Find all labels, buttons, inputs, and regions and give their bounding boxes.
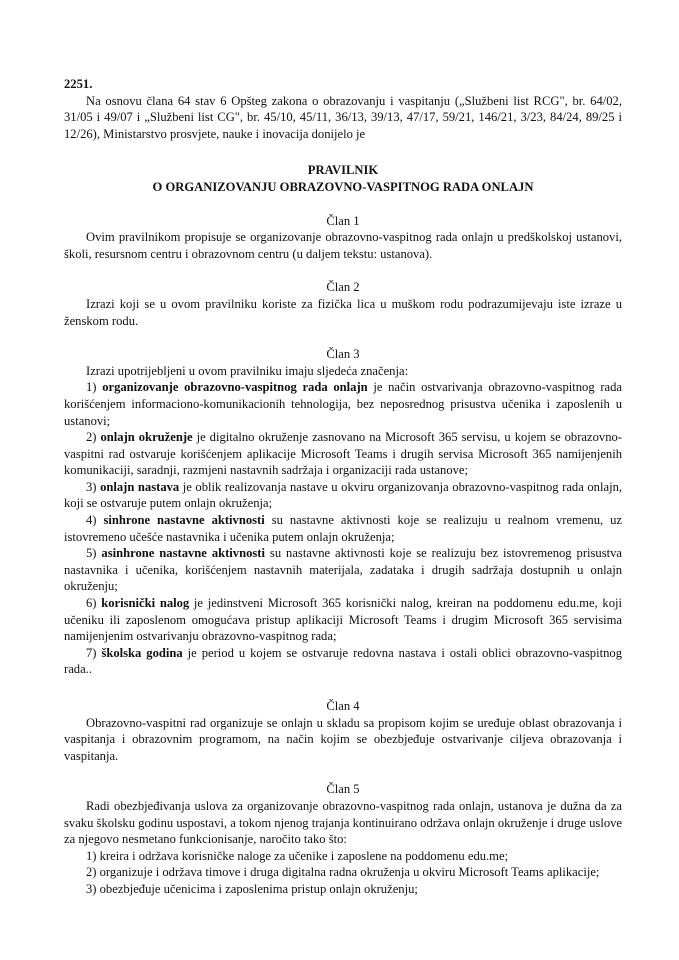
definition-term: onlajn nastava	[100, 479, 180, 494]
document-subtitle: O ORGANIZOVANJU OBRAZOVNO-VASPITNOG RADA ONLAJN	[152, 179, 534, 194]
obligation-item: 3) obezbjeđuje učenicima i zaposlenima pristup onlajn okruženju;	[86, 881, 418, 896]
article-1-text: Ovim pravilnikom propisuje se organizovanje obrazovno-vaspitnog rada onlajn u predškolskoj ustanovi, školi, resursnom centru i obrazovnom centru (u daljem tekstu: ustanova).	[64, 230, 622, 261]
document-title: PRAVILNIK	[307, 163, 379, 178]
obligation-item: 2) organizuje i održava timove i druga digitalna radna okruženja u okviru Microsoft Teams aplikacije;	[86, 865, 600, 880]
definition-term: organizovanje obrazovno-vaspitnog rada onlajn	[102, 380, 368, 395]
definition-item: 2) onlajn okruženje je digitalno okruženje zasnovano na Microsoft 365 servisu, u kojem se obrazovno-vaspitni rad ostvaruje korišćenjem aplikacije Microsoft Teams i drugih servisa Microsoft 365 namijenjenih komunikaciji, saradnji, razmjeni nastavnih sadržaja i organizaciji rada ustanove;	[64, 430, 622, 478]
preamble: Na osnovu člana 64 stav 6 Opšteg zakona o obrazovanju i vaspitanju („Službeni list RCG", br. 64/02, 31/05 i 49/07 i „Službeni list CG", br. 45/10, 45/11, 36/13, 39/13, 47/17, 59/21, 146/21, 3/23, 84/24, 89/25 i 12/26), Ministarstvo prosvjete, nauke i inovacija donijelo je	[64, 93, 622, 141]
definition-item: 4) sinhrone nastavne aktivnosti su nastavne aktivnosti koje se realizuju u realnom vremenu, uz istovremeno učešće nastavnika i učenika putem onlajn okruženja;	[64, 513, 623, 544]
gazette-number: 2251.	[64, 77, 93, 91]
obligation-item: 1) kreira i održava korisničke naloge za učenike i zaposlene na poddomenu edu.me;	[86, 848, 509, 863]
article-1-heading: Član 1	[326, 213, 360, 228]
definition-item: 6) korisnički nalog je jedinstveni Microsoft 365 korisnički nalog, kreiran na poddomenu edu.me, koji učeniku ili zaposlenom omogućava pristup aplikaciji Microsoft Teams i drugim Microsoft 365 servisima namijenjenim ostvarivanju obrazovno-vaspitnog rada;	[64, 596, 622, 644]
article-5-intro: Radi obezbjeđivanja uslova za organizovanje obrazovno-vaspitnog rada onlajn, ustanova je dužna da za svaku školsku godinu uspostavi, a tokom njenog trajanja kontinuirano održava onlajn okruženje i druge uslove za njegovo nesmetano funkcionisanje, naročito tako što:	[64, 798, 622, 847]
article-4-text: Obrazovno-vaspitni rad organizuje se onlajn u skladu sa propisom kojim se uređuje oblast obrazovanja i vaspitanja i obrazovnim programom, na način kojim se obezbjeđuje ostvarivanje ciljeva obrazovanja i vaspitanja.	[64, 715, 622, 763]
article-4-heading: Član 4	[326, 699, 360, 713]
article-2-heading: Član 2	[326, 280, 360, 295]
definition-term: onlajn okruženje	[100, 430, 193, 445]
document-body	[64, 76, 622, 898]
definition-term: korisnički nalog	[101, 596, 190, 611]
definition-term: školska godina	[101, 645, 183, 660]
article-3-heading: Član 3	[326, 347, 360, 362]
definition-item: 1) organizovanje obrazovno-vaspitnog rada onlajn je način ostvarivanja obrazovno-vaspitnog rada korišćenjem informaciono-komunikacionih tehnologija, bez neposrednog prisustva učenika i zaposlenih u ustanovi;	[64, 380, 622, 428]
definition-item: 7) školska godina je period u kojem se ostvaruje redovna nastava i ostali oblici obrazovno-vaspitnog rada..	[64, 645, 622, 677]
definition-term: sinhrone nastavne aktivnosti	[103, 513, 265, 528]
article-2-text: Izrazi koji se u ovom pravilniku koriste za fizička lica u muškom rodu podrazumijevaju iste izraze u ženskom rodu.	[64, 296, 622, 328]
definition-item: 3) onlajn nastava je oblik realizovanja nastave u okviru organizovanja obrazovno-vaspitnog rada onlajn, koji se ostvaruje putem onlajn okruženja;	[64, 479, 623, 511]
article-5-heading: Član 5	[326, 782, 360, 797]
definition-term: asinhrone nastavne aktivnosti	[101, 546, 265, 561]
definition-item: 5) asinhrone nastavne aktivnosti su nastavne aktivnosti koje se realizuju bez istovremenog prisustva nastavnika i učenika, korišćenjem nastavnih materijala, zadataka i drugih sadržaja dostupnih u onlajn okruženju;	[64, 546, 622, 594]
article-3-intro: Izrazi upotrijebljeni u ovom pravilniku imaju sljedeća značenja:	[86, 363, 409, 378]
